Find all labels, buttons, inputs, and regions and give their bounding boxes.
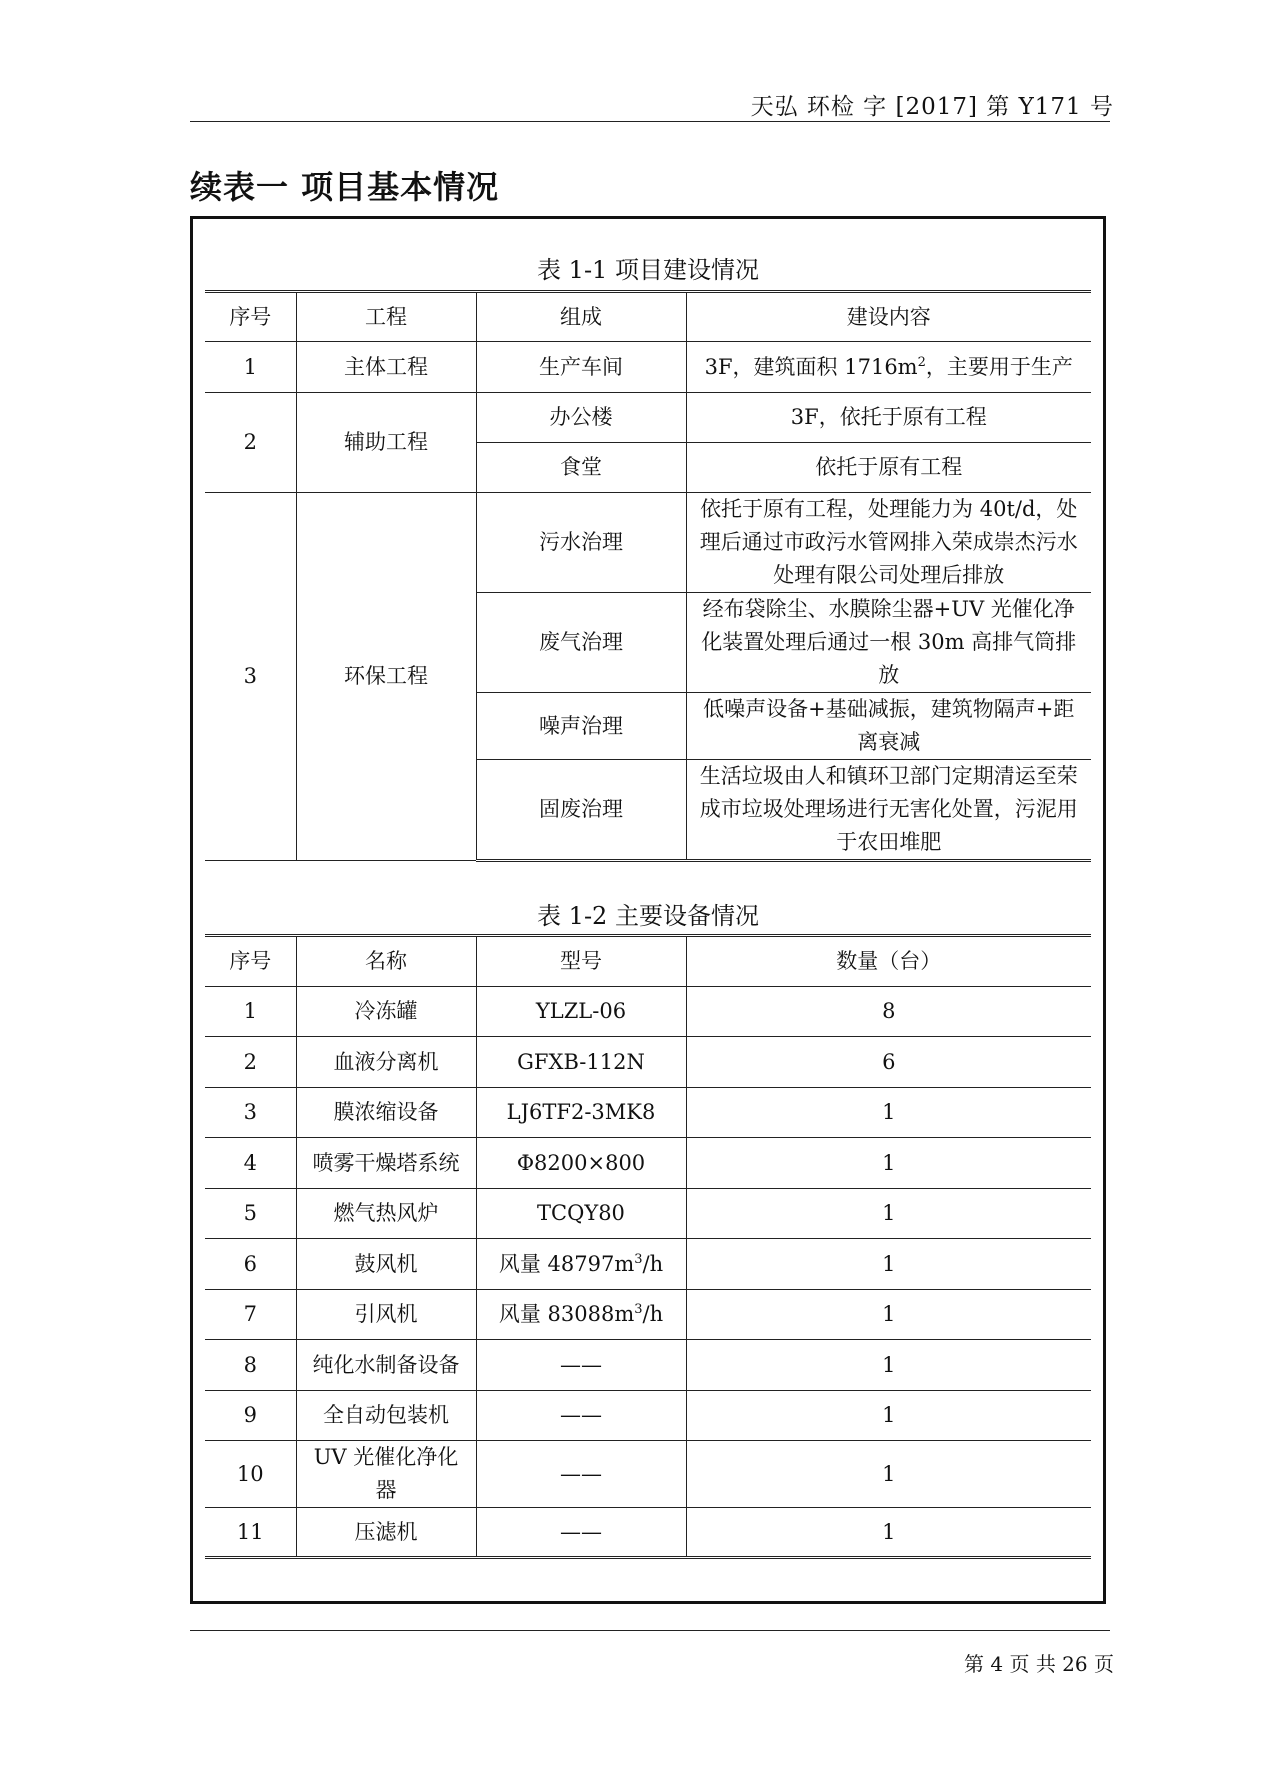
header-divider [190, 121, 1110, 122]
table1-header-cell: 建设内容 [686, 292, 1091, 342]
table1-caption: 表 1-1 项目建设情况 [537, 256, 759, 284]
table-cell: —— [476, 1441, 686, 1508]
section-title: 续表一 项目基本情况 [190, 168, 500, 206]
table-cell: 全自动包装机 [296, 1391, 476, 1441]
table-cell: 9 [205, 1391, 296, 1441]
table2-header-cell: 名称 [296, 936, 476, 987]
table-cell: 6 [686, 1037, 1091, 1088]
table-cell: Φ8200×800 [476, 1138, 686, 1189]
table-cell: 3F，建筑面积 $1716m^2$，主要用于生产 [686, 342, 1091, 393]
table-cell: 1 [686, 1508, 1091, 1558]
table-row [205, 1508, 1091, 1558]
table-cell: 膜浓缩设备 [296, 1088, 476, 1138]
table-cell: 主体工程 [296, 342, 476, 393]
table-cell: 8 [686, 987, 1091, 1037]
table-cell: 经布袋除尘、水膜除尘器+UV 光催化净化装置处理后通过一根 30m 高排气筒排放 [686, 593, 1091, 693]
table-row [205, 493, 1091, 593]
table-cell: 引风机 [296, 1290, 476, 1340]
table-cell: 环保工程 [296, 493, 476, 861]
table-cell: 1 [205, 987, 296, 1037]
table-cell: 3 [205, 493, 296, 861]
table-cell: 1 [686, 1239, 1091, 1290]
table-row [205, 1138, 1091, 1189]
table-cell: 血液分离机 [296, 1037, 476, 1088]
table-cell: 污水治理 [476, 493, 686, 593]
table-cell: 生活垃圾由人和镇环卫部门定期清运至荣成市垃圾处理场进行无害化处置，污泥用于农田堆肥 [686, 760, 1091, 861]
table-cell: 鼓风机 [296, 1239, 476, 1290]
table-cell: TCQY80 [476, 1189, 686, 1239]
table-row [205, 1290, 1091, 1340]
table-row [205, 987, 1091, 1037]
table-cell: 4 [205, 1138, 296, 1189]
table-cell: 食堂 [476, 443, 686, 493]
table-cell: GFXB-112N [476, 1037, 686, 1088]
table-cell: 3F，依托于原有工程 [686, 393, 1091, 443]
table-cell: 10 [205, 1441, 296, 1508]
table-row [205, 393, 1091, 443]
table-cell: 废气治理 [476, 593, 686, 693]
table-row [205, 1088, 1091, 1138]
table-cell: 2 [205, 393, 296, 493]
table2-header-cell: 序号 [205, 936, 296, 987]
table-cell: 生产车间 [476, 342, 686, 393]
table-cell: —— [476, 1508, 686, 1558]
table-cell: 6 [205, 1239, 296, 1290]
table-cell: 办公楼 [476, 393, 686, 443]
table-cell: LJ6TF2-3MK8 [476, 1088, 686, 1138]
table1 [205, 290, 1091, 862]
table2-header-row [205, 936, 1091, 987]
table-cell: 燃气热风炉 [296, 1189, 476, 1239]
table-cell: —— [476, 1391, 686, 1441]
table2-header-cell: 型号 [476, 936, 686, 987]
table-cell: 风量 $48797m^3/h$ [476, 1239, 686, 1290]
table1-header-row [205, 292, 1091, 342]
table1-header-cell: 工程 [296, 292, 476, 342]
table2-caption: 表 1-2 主要设备情况 [537, 902, 759, 930]
table-cell: UV 光催化净化器 [296, 1441, 476, 1508]
document-number: 天弘 环检 字 [2017] 第 Y171 号 [750, 94, 1114, 120]
table-cell: YLZL-06 [476, 987, 686, 1037]
table-cell: 1 [686, 1441, 1091, 1508]
table-cell: 1 [686, 1391, 1091, 1441]
table-cell: 1 [686, 1088, 1091, 1138]
table1-header-cell: 序号 [205, 292, 296, 342]
table-cell: 低噪声设备+基础减振，建筑物隔声+距离衰减 [686, 693, 1091, 760]
table-cell: 固废治理 [476, 760, 686, 861]
table-cell: 1 [686, 1138, 1091, 1189]
table-row [205, 1239, 1091, 1290]
table-cell: 11 [205, 1508, 296, 1558]
page-number: 第 4 页 共 26 页 [964, 1652, 1114, 1676]
table-cell: 依托于原有工程 [686, 443, 1091, 493]
table-row [205, 1441, 1091, 1508]
table-cell: 8 [205, 1340, 296, 1391]
table-row [205, 342, 1091, 393]
table-cell: 压滤机 [296, 1508, 476, 1558]
table2-header-cell: 数量（台） [686, 936, 1091, 987]
footer-divider [190, 1630, 1110, 1631]
table-cell: 1 [686, 1290, 1091, 1340]
table-cell: 1 [686, 1189, 1091, 1239]
table2 [205, 934, 1091, 1559]
table-cell: 噪声治理 [476, 693, 686, 760]
table-cell: 冷冻罐 [296, 987, 476, 1037]
table-cell: 纯化水制备设备 [296, 1340, 476, 1391]
table-cell: 3 [205, 1088, 296, 1138]
table-cell: 1 [205, 342, 296, 393]
table-cell: 1 [686, 1340, 1091, 1391]
table-cell: —— [476, 1340, 686, 1391]
table-cell: 7 [205, 1290, 296, 1340]
table-cell: 依托于原有工程，处理能力为 40t/d，处理后通过市政污水管网排入荣成崇杰污水处理有限公司处理后排放 [686, 493, 1091, 593]
table-cell: 风量 $83088m^3/h$ [476, 1290, 686, 1340]
table-cell: 2 [205, 1037, 296, 1088]
table-cell: 辅助工程 [296, 393, 476, 493]
table1-header-cell: 组成 [476, 292, 686, 342]
table-cell: 喷雾干燥塔系统 [296, 1138, 476, 1189]
table-row [205, 1189, 1091, 1239]
table-row [205, 1340, 1091, 1391]
table-row [205, 1391, 1091, 1441]
table-cell: 5 [205, 1189, 296, 1239]
table-row [205, 1037, 1091, 1088]
